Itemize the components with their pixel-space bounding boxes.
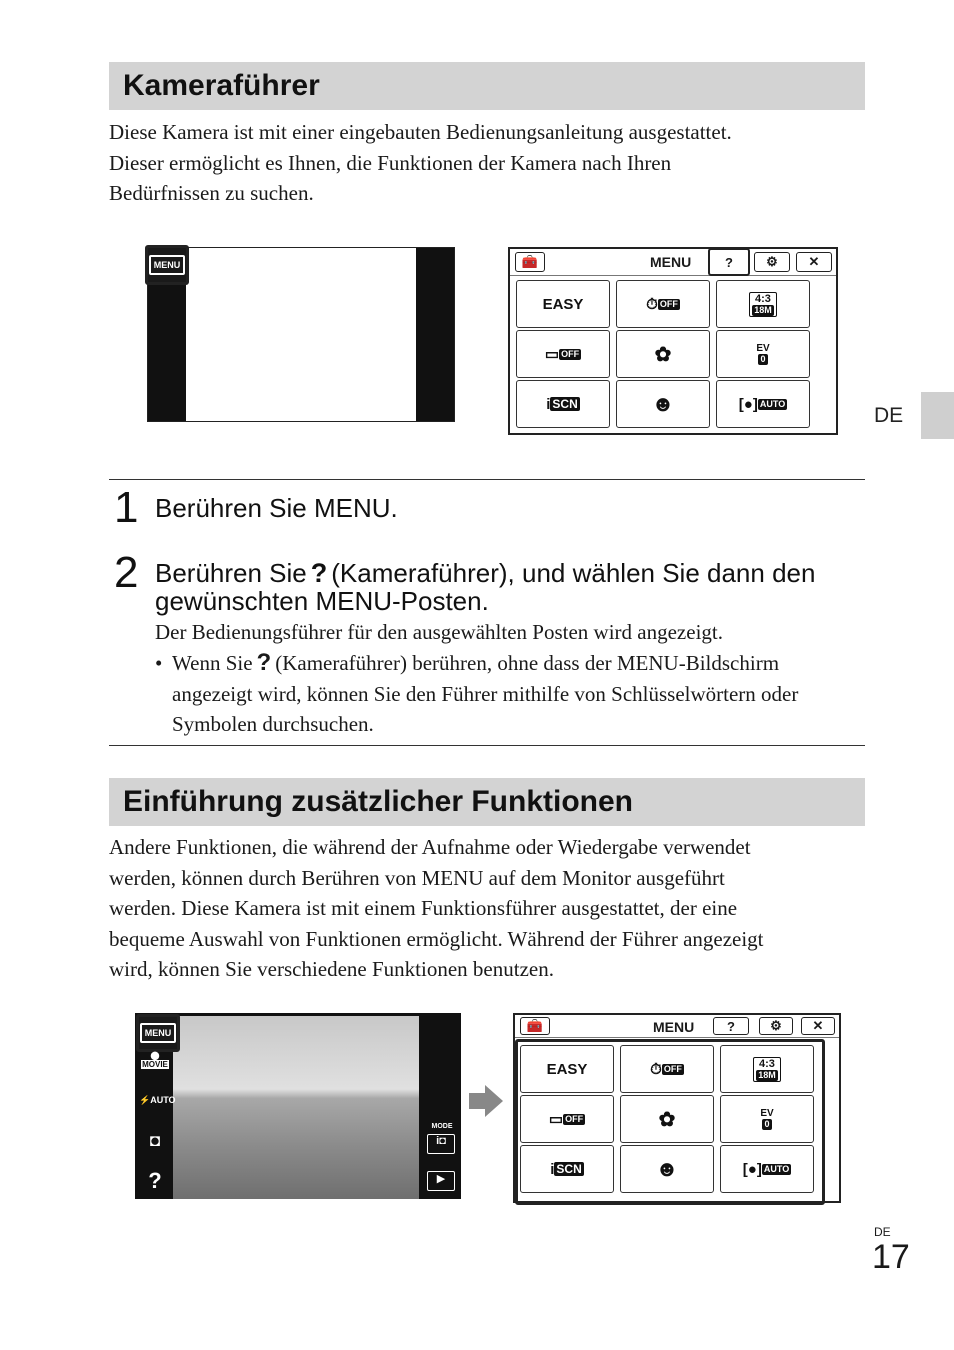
face-detection-cell[interactable]: [●] AUTO bbox=[720, 1145, 814, 1193]
image-size-cell[interactable] bbox=[716, 280, 810, 328]
menu-topbar-label: MENU bbox=[653, 1019, 695, 1035]
divider-top bbox=[109, 479, 865, 480]
bullet-text bbox=[155, 648, 805, 740]
toolbox-icon[interactable]: 🧰 bbox=[520, 1017, 550, 1035]
arrow-right-icon bbox=[467, 1083, 505, 1119]
ev-label: EV bbox=[756, 343, 770, 354]
burst-cell[interactable]: ▭ OFF bbox=[516, 330, 610, 378]
burst-off-badge: OFF bbox=[565, 1113, 584, 1124]
ev-value: 0 bbox=[760, 354, 766, 364]
aspect-ratio-text: 4:3 bbox=[759, 1057, 775, 1070]
section-title: Kameraführer bbox=[123, 69, 320, 102]
self-timer-off-badge: OFF bbox=[659, 298, 678, 309]
bullet-dot: • bbox=[155, 651, 163, 675]
section-header-einfuehrung bbox=[109, 778, 865, 826]
help-icon[interactable]: ? bbox=[713, 1017, 749, 1035]
scene-selection-cell[interactable]: i SCN bbox=[520, 1145, 614, 1193]
step1-text: Berühren Sie MENU. bbox=[155, 493, 398, 523]
ev-value: 0 bbox=[764, 1119, 770, 1129]
megapixel-text: 18M bbox=[758, 1069, 776, 1080]
menu-topbar-label: MENU bbox=[650, 254, 692, 270]
ev-cell[interactable] bbox=[716, 330, 810, 378]
question-icon: ? bbox=[256, 649, 272, 676]
smile-shutter-icon[interactable]: ☻ bbox=[620, 1145, 714, 1193]
macro-flower-icon[interactable]: ✿ bbox=[620, 1095, 714, 1143]
megapixel-text: 18M bbox=[754, 304, 772, 315]
language-tab-marker bbox=[921, 392, 954, 439]
gear-icon[interactable]: ⚙ bbox=[754, 252, 790, 272]
section2-line: werden, können durch Berühren von MENU auf dem Monitor ausgeführt bbox=[109, 865, 725, 890]
section2-line: werden. Diese Kamera ist mit einem Funktionsführer ausgestattet, der eine bbox=[109, 896, 738, 920]
shooting-mode-icon[interactable]: i◘ bbox=[427, 1134, 455, 1154]
flash-icon[interactable]: ⚡AUTO bbox=[139, 1095, 176, 1105]
intro-line: Bedürfnissen zu suchen. bbox=[109, 181, 314, 205]
step2-text-part: Berühren Sie bbox=[155, 558, 307, 588]
page-number: 17 bbox=[872, 1238, 910, 1276]
camera-screen-initial bbox=[147, 247, 455, 422]
section2-line: bequeme Auswahl von Funktionen ermöglicht. Während der Führer angezeigt bbox=[109, 926, 764, 951]
ev-label: EV bbox=[760, 1108, 774, 1119]
step-number: 1 bbox=[114, 483, 139, 532]
scene-selection-cell[interactable]: i SCN bbox=[516, 380, 610, 428]
toolbox-icon[interactable]: 🧰 bbox=[515, 252, 545, 272]
burst-cell[interactable]: ▭ OFF bbox=[520, 1095, 614, 1143]
help-icon[interactable]: ? bbox=[148, 1168, 162, 1193]
easy-mode-cell[interactable]: EASY bbox=[516, 280, 610, 328]
intro-line: Diese Kamera ist mit einer eingebauten Bedienungsanleitung ausgestattet. bbox=[109, 120, 732, 144]
menu-button[interactable] bbox=[136, 1014, 180, 1052]
self-timer-cell[interactable]: ⏱ OFF bbox=[620, 1045, 714, 1093]
self-timer-off-badge: OFF bbox=[663, 1063, 682, 1074]
menu-button[interactable] bbox=[145, 245, 189, 285]
beach-photo-preview bbox=[173, 1016, 419, 1199]
image-size-icon bbox=[749, 292, 777, 317]
face-detection-cell[interactable]: [●] AUTO bbox=[716, 380, 810, 428]
menu-panel-2 bbox=[513, 1013, 841, 1203]
close-icon[interactable]: ✕ bbox=[801, 1017, 835, 1035]
camera-shooting-screen bbox=[135, 1013, 461, 1199]
section-header-kamerafuehrer bbox=[109, 62, 865, 110]
face-auto-badge: AUTO bbox=[763, 1163, 790, 1174]
scene-badge: SCN bbox=[552, 397, 578, 411]
gear-icon[interactable]: ⚙ bbox=[759, 1017, 793, 1035]
face-auto-badge: AUTO bbox=[759, 398, 786, 409]
self-timer-cell[interactable]: ⏱ OFF bbox=[616, 280, 710, 328]
intro-paragraph bbox=[109, 117, 865, 209]
menu-button-label: MENU bbox=[140, 1023, 177, 1043]
image-size-cell[interactable] bbox=[720, 1045, 814, 1093]
intro-line: Dieser ermöglicht es Ihnen, die Funktionen der Kamera nach Ihren bbox=[109, 150, 672, 175]
playback-icon[interactable]: ▶ bbox=[427, 1171, 455, 1191]
section2-line: Andere Funktionen, die während der Aufnahme oder Wiedergabe verwendet bbox=[109, 835, 751, 859]
step2-detail: Der Bedienungsführer für den ausgewählten Posten wird angezeigt. bbox=[155, 620, 723, 644]
camera-settings-icon[interactable]: ◘ bbox=[149, 1131, 161, 1150]
easy-mode-cell[interactable]: EASY bbox=[520, 1045, 614, 1093]
bullet-note bbox=[155, 648, 805, 740]
scene-badge: SCN bbox=[556, 1162, 582, 1176]
image-size-icon bbox=[753, 1057, 781, 1082]
menu-panel-1 bbox=[508, 247, 838, 435]
mode-label: MODE bbox=[431, 1123, 453, 1130]
step-number: 2 bbox=[114, 548, 139, 597]
aspect-ratio-text: 4:3 bbox=[755, 292, 771, 305]
bullet-text-part: (Kameraführer) berühren, ohne dass der MENU-Bildschirm angezeigt wird, können Sie den Führer mithilfe von Schlüsselwörtern oder Symbolen durchsuchen. bbox=[172, 651, 799, 736]
flash-mode-label: AUTO bbox=[150, 1095, 176, 1105]
movie-label: MOVIE bbox=[142, 1060, 168, 1069]
menu-topbar bbox=[510, 249, 836, 276]
menu-topbar bbox=[515, 1015, 839, 1038]
movie-icon[interactable]: ⬤ MOVIE bbox=[142, 1051, 168, 1069]
step2-text bbox=[155, 559, 865, 615]
ev-cell[interactable] bbox=[720, 1095, 814, 1143]
smile-shutter-icon[interactable]: ☻ bbox=[616, 380, 710, 428]
burst-off-badge: OFF bbox=[561, 348, 580, 359]
step2-text-part: (Kameraführer), und wählen Sie dann den gewünschten MENU-Posten. bbox=[155, 558, 816, 616]
footer-lang: DE bbox=[874, 1225, 891, 1239]
menu-button-label: MENU bbox=[149, 255, 186, 275]
question-icon: ? bbox=[310, 558, 328, 588]
close-icon[interactable]: ✕ bbox=[796, 252, 832, 272]
macro-flower-icon[interactable]: ✿ bbox=[616, 330, 710, 378]
help-icon[interactable]: ? bbox=[708, 248, 750, 276]
section-title: Einführung zusätzlicher Funktionen bbox=[123, 785, 633, 818]
bullet-text-part: Wenn Sie bbox=[172, 651, 253, 675]
section2-line: wird, können Sie verschiedene Funktionen benutzen. bbox=[109, 957, 554, 981]
section2-paragraph bbox=[109, 832, 865, 985]
divider-bottom bbox=[109, 745, 865, 746]
language-label: DE bbox=[874, 404, 904, 427]
